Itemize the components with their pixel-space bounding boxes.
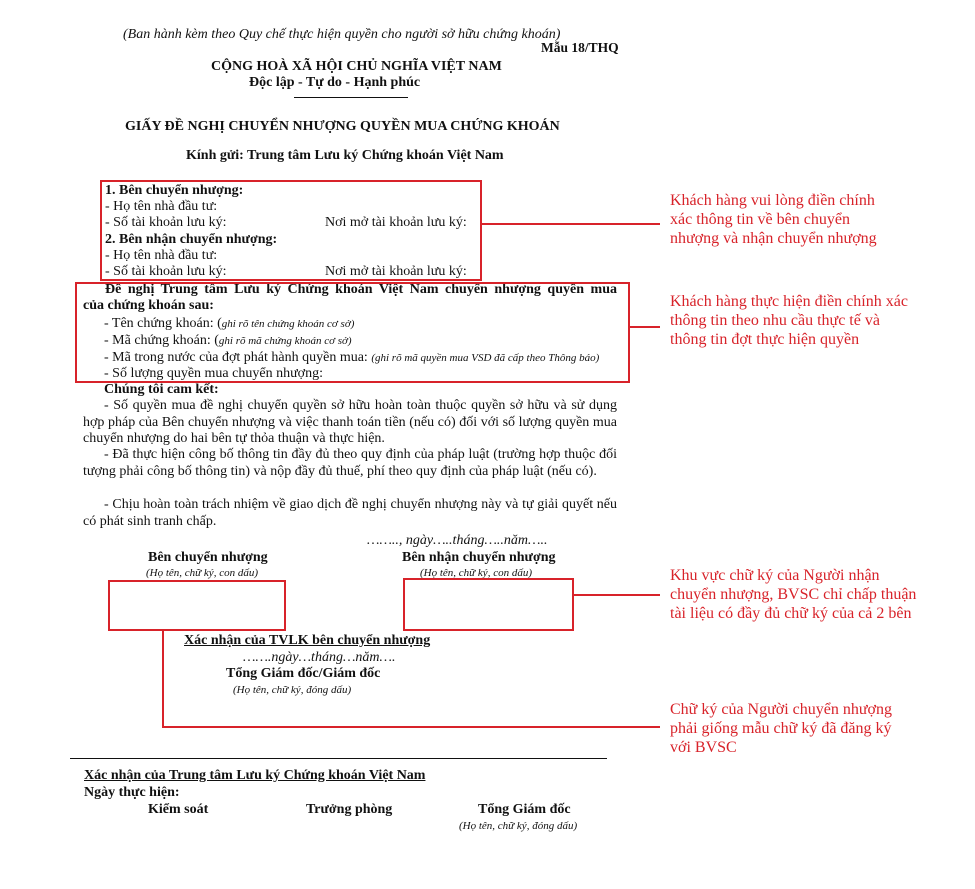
- commitment-paragraph-1: - Số quyền mua đề nghị chuyển quyền sở hữu hoàn toàn thuộc quyền sở hữu và sử dụng hợp pháp của Bên chuyển nhượng và việc thanh toán tiền (nếu có) đối với số lượng quyền mua chuyển nhượng do hai bên tự thỏa thuận và thực hiện.: [83, 398, 617, 446]
- security-name-label: - Tên chứng khoán: (: [104, 316, 222, 331]
- transferee-name-label: - Họ tên nhà đầu tư:: [105, 248, 218, 263]
- parties-highlight-box: [100, 180, 482, 281]
- vsd-date-label: Ngày thực hiện:: [84, 785, 180, 800]
- security-code-note: ghi rõ mã chứng khoán cơ sở): [218, 335, 352, 347]
- annotation-transferor-signature: Chữ ký của Người chuyển nhượng phải giống mẫu chữ ký đã đăng ký với BVSC: [670, 701, 893, 756]
- annotation-3-connector: [574, 594, 660, 596]
- addressee: Kính gửi: Trung tâm Lưu ký Chứng khoán Việt Nam: [186, 148, 504, 163]
- transferee-signature-box: [403, 578, 574, 631]
- transferor-signature-note: (Họ tên, chữ ký, con dấu): [146, 567, 258, 579]
- annotation-4-connector-horizontal: [162, 726, 660, 728]
- motto: Độc lập - Tự do - Hạnh phúc: [249, 75, 421, 90]
- security-name-note: ghi rõ tên chứng khoán cơ sở): [221, 318, 355, 330]
- date-line: …….., ngày…..tháng…..năm…..: [367, 533, 548, 548]
- transferee-place-label: Nơi mở tài khoản lưu ký:: [325, 264, 467, 279]
- vsd-note: (Họ tên, chữ ký, đóng dấu): [459, 820, 578, 832]
- transferee-account-label: - Số tài khoản lưu ký:: [105, 264, 227, 279]
- transferee-heading: 2. Bên nhận chuyển nhượng:: [105, 232, 278, 247]
- commitment-paragraph-2: - Đã thực hiện công bố thông tin đầy đủ theo quy định của pháp luật (trường hợp thuộc đối tượng phải công bố thông tin) và nộp đầy đủ thuế, phí theo quy định của pháp luật (nếu có).: [83, 447, 617, 479]
- annotation-parties: Khách hàng vui lòng điền chính xác thông tin về bên chuyển nhượng và nhận chuyển nhượng: [670, 192, 877, 247]
- annotation-request: Khách hàng thực hiện điền chính xác thông tin theo nhu cầu thực tế và thông tin đợt thực hiện quyền: [670, 293, 908, 348]
- transferor-signature-box: [108, 580, 286, 631]
- section-separator: [70, 758, 607, 759]
- request-highlight-box: [75, 282, 630, 383]
- transferor-signature-title: Bên chuyển nhượng: [148, 550, 268, 565]
- domestic-code-label: - Mã trong nước của đợt phát hành quyền mua:: [104, 350, 368, 365]
- transferor-place-label: Nơi mở tài khoản lưu ký:: [325, 215, 467, 230]
- annotation-1-connector: [482, 223, 660, 225]
- transferee-signature-title: Bên nhận chuyển nhượng: [402, 550, 556, 565]
- annotation-transferee-signature: Khu vực chữ ký của Người nhận chuyển nhượng, BVSC chỉ chấp thuận tài liệu có đầy đủ chữ ký của cả 2 bên: [670, 567, 917, 622]
- transferor-heading: 1. Bên chuyển nhượng:: [105, 183, 244, 198]
- motto-underline: [294, 97, 408, 98]
- vsd-control: Kiểm soát: [148, 802, 209, 817]
- vsd-director: Tổng Giám đốc: [478, 802, 571, 817]
- commitment-paragraph-3: - Chịu hoàn toàn trách nhiệm về giao dịch đề nghị chuyển nhượng này và tự giải quyết nếu có phát sinh tranh chấp.: [83, 497, 617, 529]
- transferor-name-label: - Họ tên nhà đầu tư:: [105, 199, 218, 214]
- country-name: CỘNG HOÀ XÃ HỘI CHỦ NGHĨA VIỆT NAM: [211, 59, 502, 74]
- vsd-head-of-dept: Trưởng phòng: [306, 802, 393, 817]
- quantity-label: - Số lượng quyền mua chuyển nhượng:: [104, 366, 323, 381]
- annotation-4-connector-vertical: [162, 631, 164, 728]
- domestic-code-note: (ghi rõ mã quyền mua VSD đã cấp theo Thông báo): [371, 352, 600, 364]
- issued-note: (Ban hành kèm theo Quy chế thực hiện quyền cho người sở hữu chứng khoán): [123, 27, 561, 42]
- tvlk-role: Tổng Giám đốc/Giám đốc: [226, 666, 381, 681]
- commitment-heading: Chúng tôi cam kết:: [104, 382, 219, 397]
- document-title: GIẤY ĐỀ NGHỊ CHUYỂN NHƯỢNG QUYỀN MUA CHỨNG KHOÁN: [125, 119, 560, 134]
- request-line-2: của chứng khoán sau:: [83, 298, 214, 313]
- request-line-1: Đề nghị Trung tâm Lưu ký Chứng khoán Việt Nam chuyển nhượng quyền mua: [105, 282, 617, 297]
- security-code-label: - Mã chứng khoán: (: [104, 333, 219, 348]
- annotation-2-connector: [630, 326, 660, 328]
- tvlk-heading: Xác nhận của TVLK bên chuyển nhượng: [184, 633, 431, 648]
- form-code: Mẫu 18/THQ: [541, 40, 619, 55]
- transferor-account-label: - Số tài khoản lưu ký:: [105, 215, 227, 230]
- vsd-heading: Xác nhận của Trung tâm Lưu ký Chứng khoán Việt Nam: [84, 768, 426, 783]
- tvlk-note: (Họ tên, chữ ký, đóng dấu): [233, 684, 352, 696]
- transferee-signature-note: (Họ tên, chữ ký, con dấu): [420, 567, 532, 579]
- tvlk-date: …….ngày…tháng…năm….: [243, 650, 396, 665]
